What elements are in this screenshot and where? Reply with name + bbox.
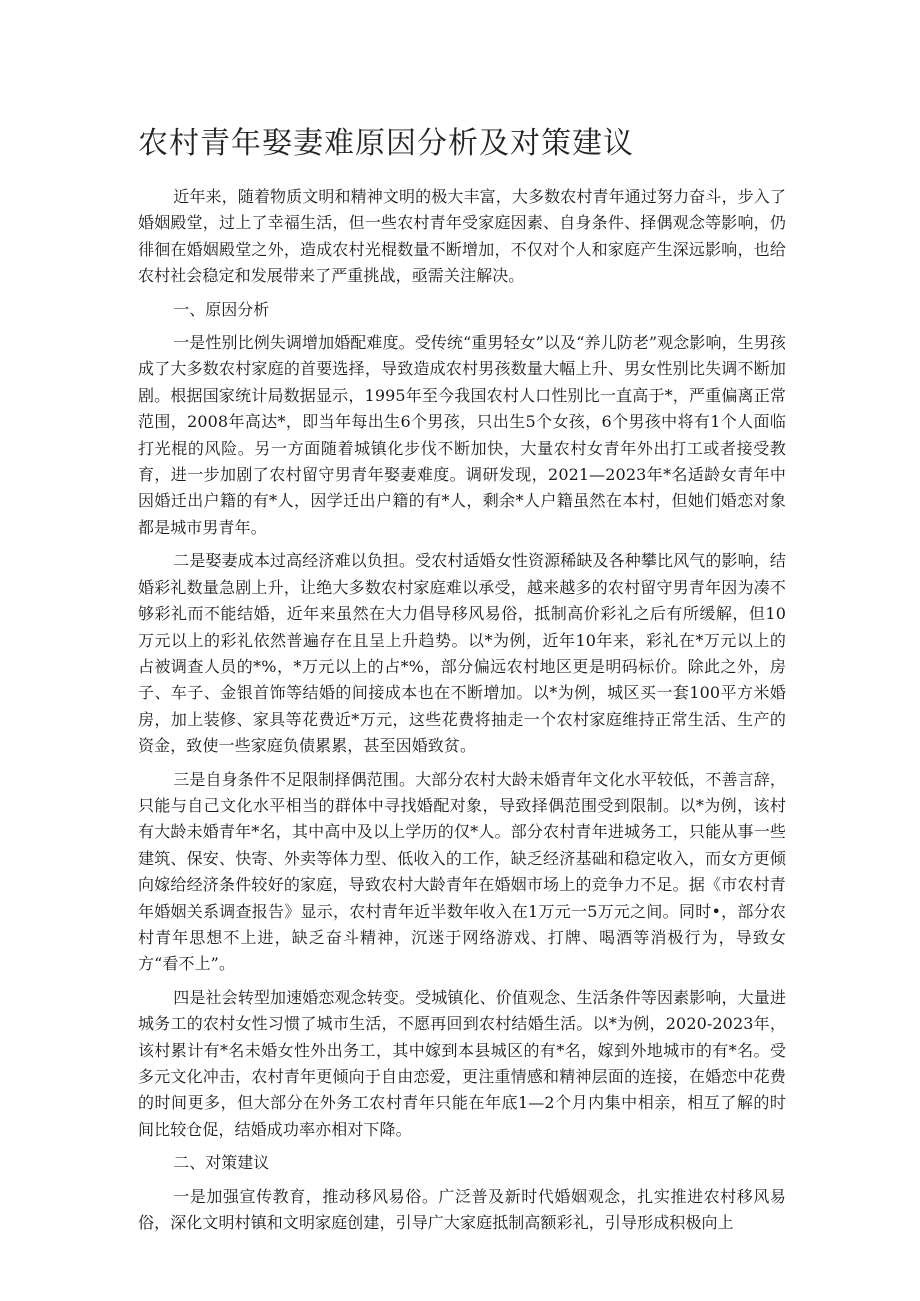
section-heading-cause-analysis: 一、原因分析 xyxy=(173,299,270,319)
paragraph-personal-conditions: 三是自身条件不足限制择偶范围。大部分农村大龄未婚青年文化水平较低，不善言辞，只能与自己文化水平相当的群体中寻找婚配对象，导致择偶范围受到限制。以*为例，该村有大龄未婚青年*名，其中高中及以上学历的仅*人。部分农村青年进城务工，只能从事一些建筑、保安、快寄、外卖等体力型、低收入的工作，缺乏经济基础和稳定收入，而女方更倾向嫁给经济条件较好的家庭，导致农村大龄青年在婚姻市场上的竞争力不足。据《市农村青年婚姻关系调查报告》显示，农村青年近半数年收入在1万元一5万元之间。同时•，部分农村青年思想不上进，缺乏奋斗精神，沉迷于网络游戏、打牌、喝酒等消极行为，导致女方“看不上”。 xyxy=(138,769,786,974)
document-title: 农村青年娶妻难原因分析及对策建议 xyxy=(138,126,634,161)
document-page xyxy=(138,122,786,1243)
intro-paragraph: 近年来，随着物质文明和精神文明的极大丰富，大多数农村青年通过努力奋斗，步入了婚姻殿堂，过上了幸福生活，但一些农村青年受家庭因素、自身条件、择偶观念等影响，仍徘徊在婚姻殿堂之外，造成农村光棍数量不断增加，不仅对个人和家庭产生深远影响，也给农村社会稳定和发展带来了严重挑战，亟需关注解决。 xyxy=(138,187,786,286)
paragraph-gender-ratio: 一是性别比例失调增加婚配难度。受传统“重男轻女”以及“养儿防老”观念影响，生男孩成了大多数农村家庭的首要选择，导致造成农村男孩数量大幅上升、男女性别比失调不断加剧。根据国家统计局数据显示，1995年至今我国农村人口性别比一直高于*，严重偏离正常范围，2008年高达*，即当年每出生6个男孩，只出生5个女孩，6个男孩中将有1个人面临打光棍的风险。另一方面随着城镇化步伐不断加快，大量农村女青年外出打工或者接受教育，进一步加剧了农村留守男青年娶妻难度。调研发现，2021—2023年*名适龄女青年中因婚迁出户籍的有*人，因学迁出户籍的有*人，剩余*人户籍虽然在本村，但她们婚恋对象都是城市男青年。 xyxy=(138,333,786,537)
paragraph-marriage-cost: 二是娶妻成本过高经济难以负担。受农村适婚女性资源稀缺及各种攀比风气的影响，结婚彩礼数量急剧上升，让绝大多数农村家庭难以承受，越来越多的农村留守男青年因为凑不够彩礼而不能结婚，近年来虽然在大力倡导移风易俗，抵制高价彩礼之后有所缓解，但10万元以上的彩礼依然普遍存在且呈上升趋势。以*为例，近年10年来，彩礼在*万元以上的占被调查人员的*%，*万元以上的占*%，部分偏远农村地区更是明码标价。除此之外，房子、车子、金银首饰等结婚的间接成本也在不断增加。以*为例，城区买一套100平方米婚房，加上装修、家具等花费近*万元，这些花费将抽走一个农村家庭维持正常生活、生产的资金，致使一些家庭负债累累，甚至因婚致贫。 xyxy=(138,551,786,756)
paragraph-social-transition: 四是社会转型加速婚恋观念转变。受城镇化、价值观念、生活条件等因素影响，大量进城务工的农村女性习惯了城市生活，不愿再回到农村结婚生活。以*为例，2020-2023年，该村累计有*名未婚女性外出务工，其中嫁到本县城区的有*名，嫁到外地城市的有*名。受多元文化冲击，农村青年更倾向于自由恋爱，更注重情感和精神层面的连接，在婚恋中花费的时间更多，但大部分在外务工农村青年只能在年底1—2个月内集中相亲，相互了解的时间比较仓促，结婚成功率亦相对下降。 xyxy=(138,987,786,1139)
paragraph-publicity-education: 一是加强宣传教育，推动移风易俗。广泛普及新时代婚姻观念，扎实推进农村移风易俗，深化文明村镇和文明家庭创建，引导广大家庭抵制高额彩礼，引导形成积极向上 xyxy=(138,1186,786,1233)
section-heading-countermeasures: 二、对策建议 xyxy=(173,1153,270,1173)
